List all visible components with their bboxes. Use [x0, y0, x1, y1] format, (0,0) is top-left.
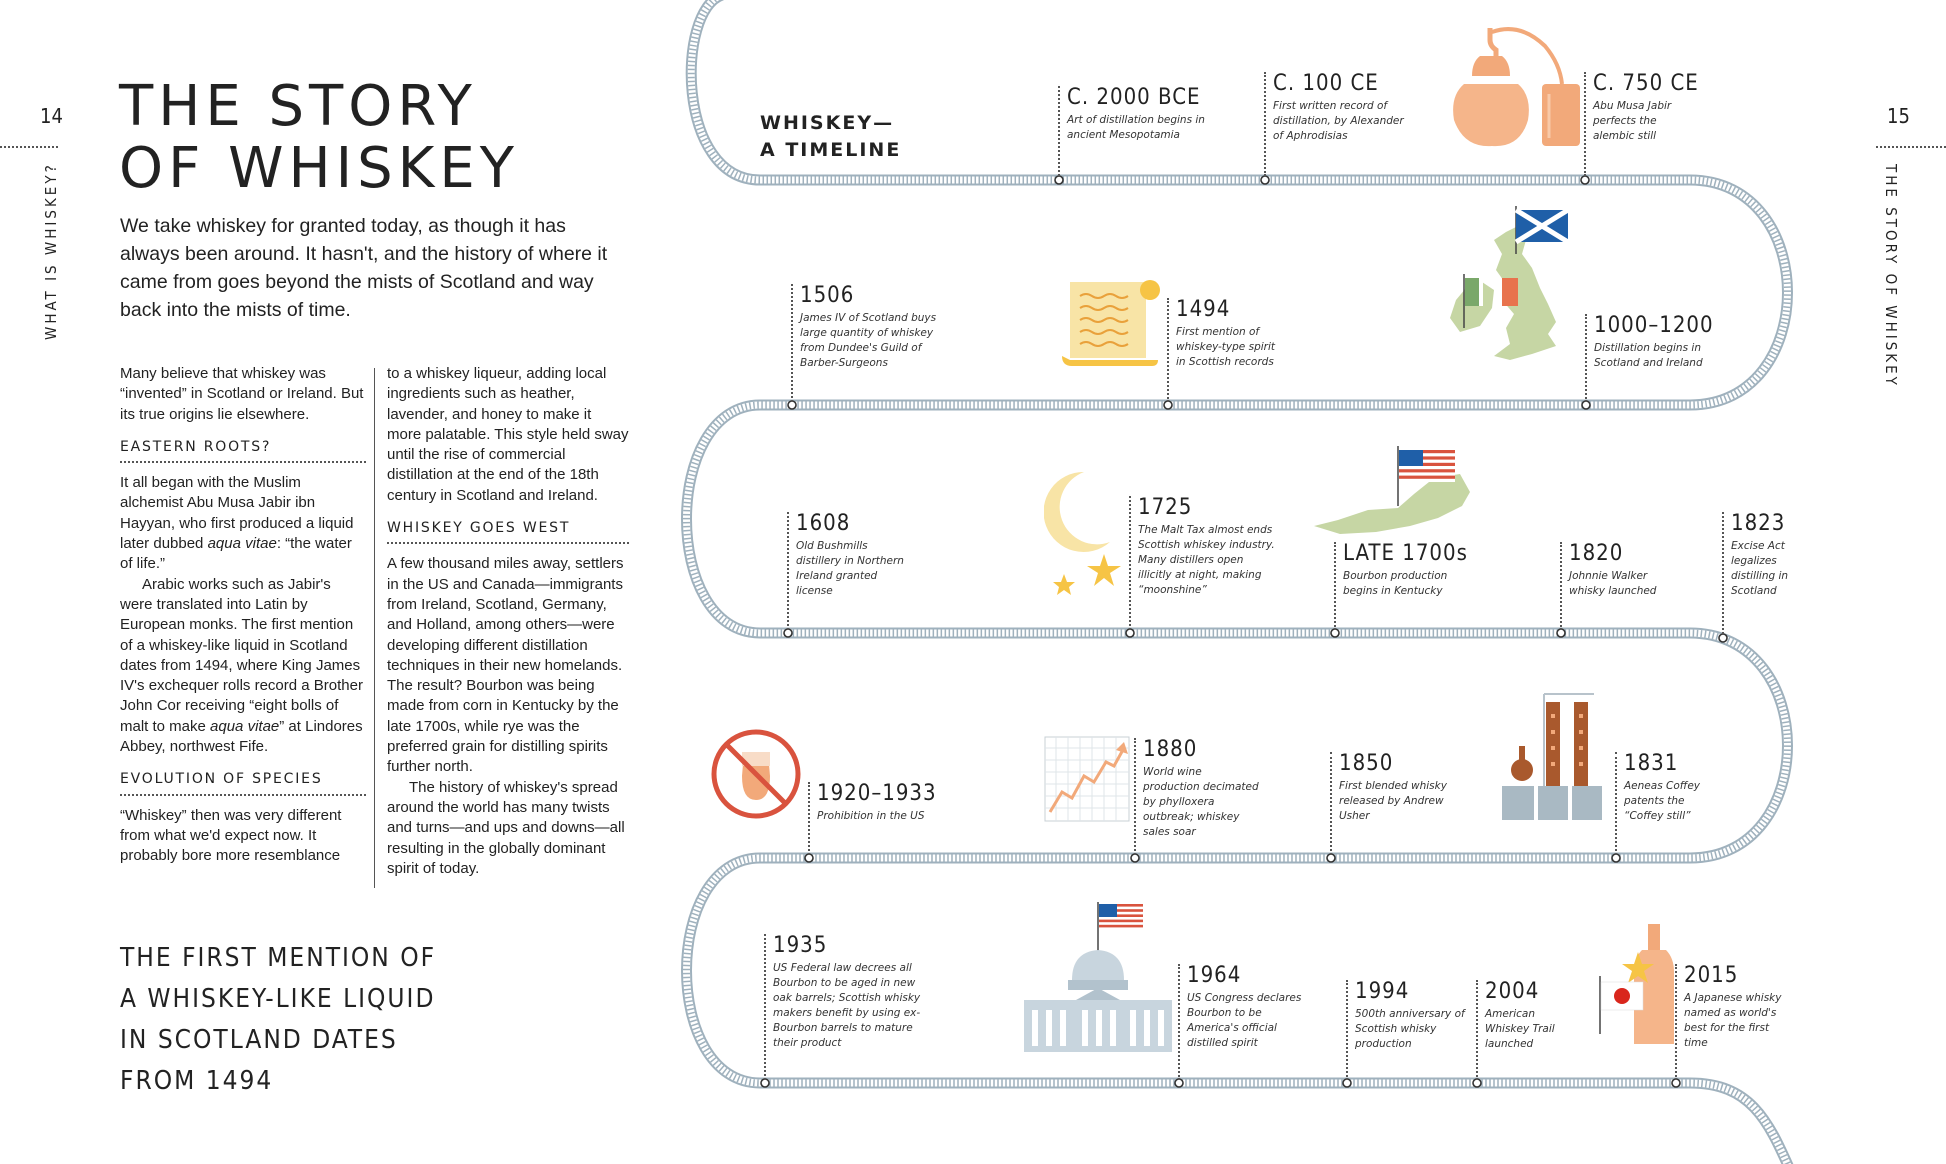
intro-paragraph: We take whiskey for granted today, as though it has always been around. It hasn't, and the history of where it came from goes beyond the mists of Scotland and way back into the mists of time.: [120, 215, 608, 321]
timeline-event: C. 750 CE Abu Musa Jabir perfects the alembic still: [1584, 72, 1691, 176]
timeline-event: 1823 Excise Act legalizes distilling in Scotland: [1722, 512, 1807, 634]
alembic-still-icon: [1450, 26, 1590, 150]
column-divider: [374, 368, 375, 888]
timeline-event: 1494 First mention of whiskey-type spirit in Scottish records: [1167, 298, 1286, 402]
timeline-event: 1820 Johnnie Walker whisky launched: [1560, 542, 1669, 630]
timeline-event: 1964 US Congress declares Bourbon to be America's official distilled spirit: [1178, 964, 1305, 1080]
timeline-event: 2004 American Whiskey Trail launched: [1476, 980, 1577, 1080]
timeline-event: 1850 First blended whisky released by Andrew Usher: [1330, 752, 1449, 855]
text-column-1: [120, 364, 366, 867]
pull-quote-line3: IN SCOTLAND DATES: [120, 1025, 398, 1055]
pull-quote-line1: THE FIRST MENTION OF: [120, 943, 437, 973]
timeline-heading: WHISKEY— A TIMELINE: [760, 112, 902, 161]
kentucky-map-icon: [1310, 444, 1476, 538]
timeline-event: 1831 Aeneas Coffey patents the “Coffey still”: [1615, 752, 1716, 855]
col1-para-1: Many believe that whiskey was “invented” in Scotland or Ireland. But its true origins lie elsewhere.: [120, 365, 364, 423]
rising-graph-icon: [1044, 736, 1130, 822]
timeline-event: 1506 James IV of Scotland buys large quantity of whiskey from Dundee's Guild of Barber-Surgeons: [791, 284, 950, 402]
col1-para-3: Arabic works such as Jabir's were translated into Latin by European monks. The first mention of a whiskey-like liquid in Scotland dates from 1494, where King James IV's exchequer rolls record a Brother John Cor receiving “eight bolls of malt to make aqua vitae” at Lindores Abbey, northwest Fife.: [120, 575, 363, 756]
pull-quote-line4: FROM 1494: [120, 1066, 274, 1096]
text-column-2: [387, 364, 629, 879]
timeline-event: 1880 World wine production decimated by phylloxera outbreak; whiskey sales soar: [1134, 738, 1261, 855]
timeline-event: 2015 A Japanese whisky named as world's best for the first time: [1675, 964, 1784, 1080]
col2-para-1: to a whiskey liqueur, adding local ingredients such as heather, lavender, and honey to make it more palatable. This style held sway until the rise of commercial distillation at the end of the 18th century in Scotland and Ireland.: [387, 365, 629, 504]
col1-para-4: “Whiskey” then was very different from what we'd expect now. It probably bore more resemblance: [120, 806, 342, 865]
page-title-line2: OF WHISKEY: [119, 136, 519, 201]
page-title-line1: THE STORY: [119, 74, 477, 139]
col2-para-2: A few thousand miles away, settlers in the US and Canada—immigrants from Ireland, Scotland, Germany, and Holland, among others—were developing different distillation techniques in their new homelands. The result? Bourbon was being made from corn in Kentucky by the late 1700s, while rye was the preferred grain for distilling spirits further north.: [387, 555, 624, 776]
timeline-event: 1935 US Federal law decrees all Bourbon to be aged in new oak barrels; Scottish whisky makers benefit by using ex-Bourbon barrels to mature their product: [764, 934, 923, 1080]
us-capitol-icon: [1020, 900, 1176, 1056]
timeline-event: LATE 1700s Bourbon production begins in Kentucky: [1334, 542, 1478, 630]
running-head-rule-right: [1876, 146, 1946, 148]
pull-quote-line2: A WHISKEY-LIKE LIQUID: [120, 984, 436, 1014]
col2-para-3: The history of whiskey's spread around the world has many twists and turns—and ups and downs—all resulting in the globally dominant spirit of today.: [387, 778, 625, 877]
page-title: [119, 76, 519, 200]
running-head-rule-left: [0, 146, 58, 148]
page-number-right: 15: [1887, 104, 1910, 128]
subhead-eastern-roots: EASTERN ROOTS?: [120, 437, 366, 463]
british-isles-map-icon: [1436, 204, 1576, 374]
timeline-event: 1920–1933 Prohibition in the US: [808, 782, 947, 855]
timeline-event: C. 2000 BCE Art of distillation begins in ancient Mesopotamia: [1058, 86, 1217, 176]
page-number-left: 14: [40, 104, 63, 128]
coffey-still-icon: [1500, 690, 1610, 822]
pull-quote: [120, 938, 436, 1102]
running-head-left: WHAT IS WHISKEY?: [42, 162, 60, 340]
running-head-right: THE STORY OF WHISKEY: [1882, 164, 1900, 388]
subhead-evolution-of-species: EVOLUTION OF SPECIES: [120, 769, 366, 795]
subhead-whiskey-goes-west: WHISKEY GOES WEST: [387, 518, 629, 544]
scroll-icon: [1058, 278, 1162, 368]
col1-para-2: It all began with the Muslim alchemist Abu Musa Jabir ibn Hayyan, who first produced a liquid later dubbed aqua vitae: “the water of life.”: [120, 474, 354, 573]
japanese-whisky-bottle-icon: [1596, 922, 1676, 1046]
timeline-event: 1994 500th anniversary of Scottish whisky production: [1346, 980, 1465, 1080]
timeline-event: 1725 The Malt Tax almost ends Scottish whiskey industry. Many distillers open illicitly at night, making “moonshine”: [1129, 496, 1278, 630]
moon-and-stars-icon: [1044, 470, 1126, 602]
prohibition-sign-icon: [708, 726, 804, 822]
timeline-event: C. 100 CE First written record of distillation, by Alexander of Aphrodisias: [1264, 72, 1415, 176]
timeline-event: 1000–1200 Distillation begins in Scotland and Ireland: [1585, 314, 1724, 402]
timeline-event: 1608 Old Bushmills distillery in Northern Ireland granted license: [787, 512, 906, 630]
